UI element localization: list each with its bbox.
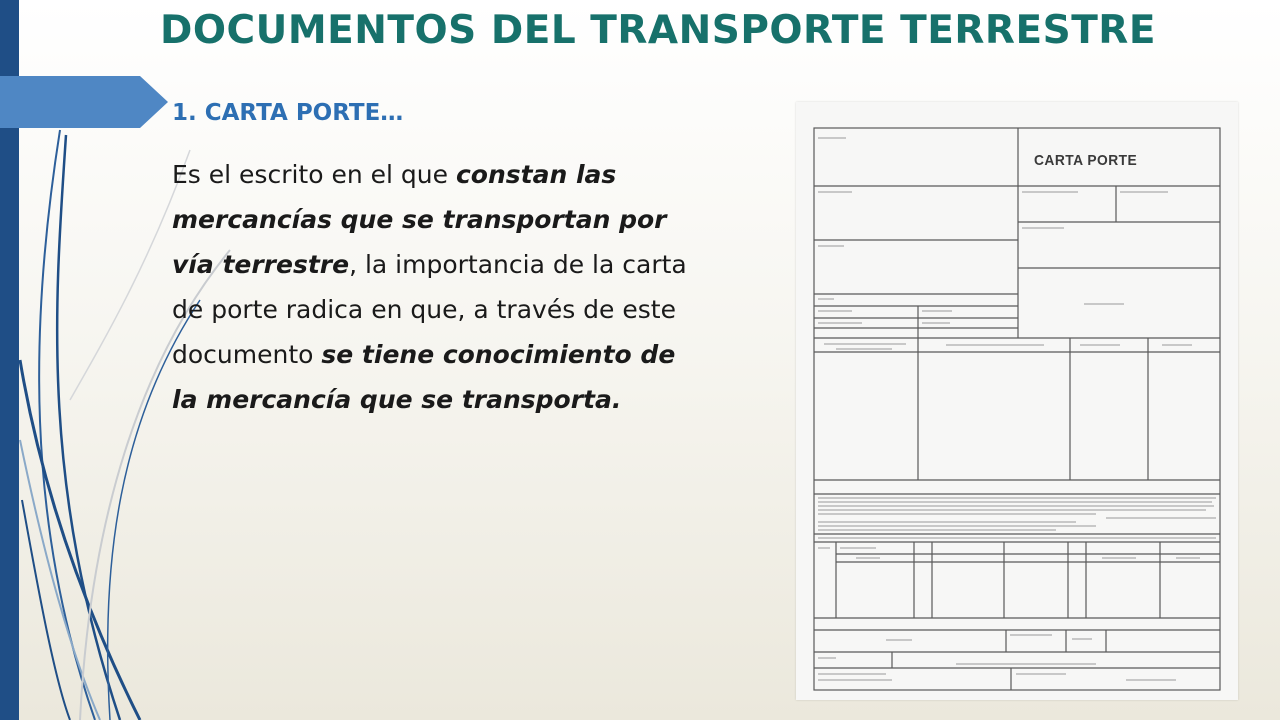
- document-form-lines: [796, 102, 1238, 700]
- section-tab-arrow: [0, 76, 168, 128]
- body-paragraph: [172, 152, 692, 422]
- paragraph-emphasis-1: constan las mercancías que se transportan por vía terrestre: [172, 160, 667, 279]
- paragraph-emphasis-2: se tiene conocimiento de la mercancía que se transporta.: [172, 340, 676, 414]
- paragraph-part-1: Es el escrito en el que: [172, 160, 456, 189]
- document-heading: CARTA PORTE: [1034, 152, 1138, 169]
- section-subtitle: 1. CARTA PORTE…: [172, 100, 404, 126]
- slide-title: DOCUMENTOS DEL TRANSPORTE TERRESTRE: [160, 8, 1156, 53]
- paragraph-part-2: , la importancia de la carta de porte radica en que, a través de este documento: [172, 250, 687, 369]
- carta-porte-document-image: [796, 102, 1238, 700]
